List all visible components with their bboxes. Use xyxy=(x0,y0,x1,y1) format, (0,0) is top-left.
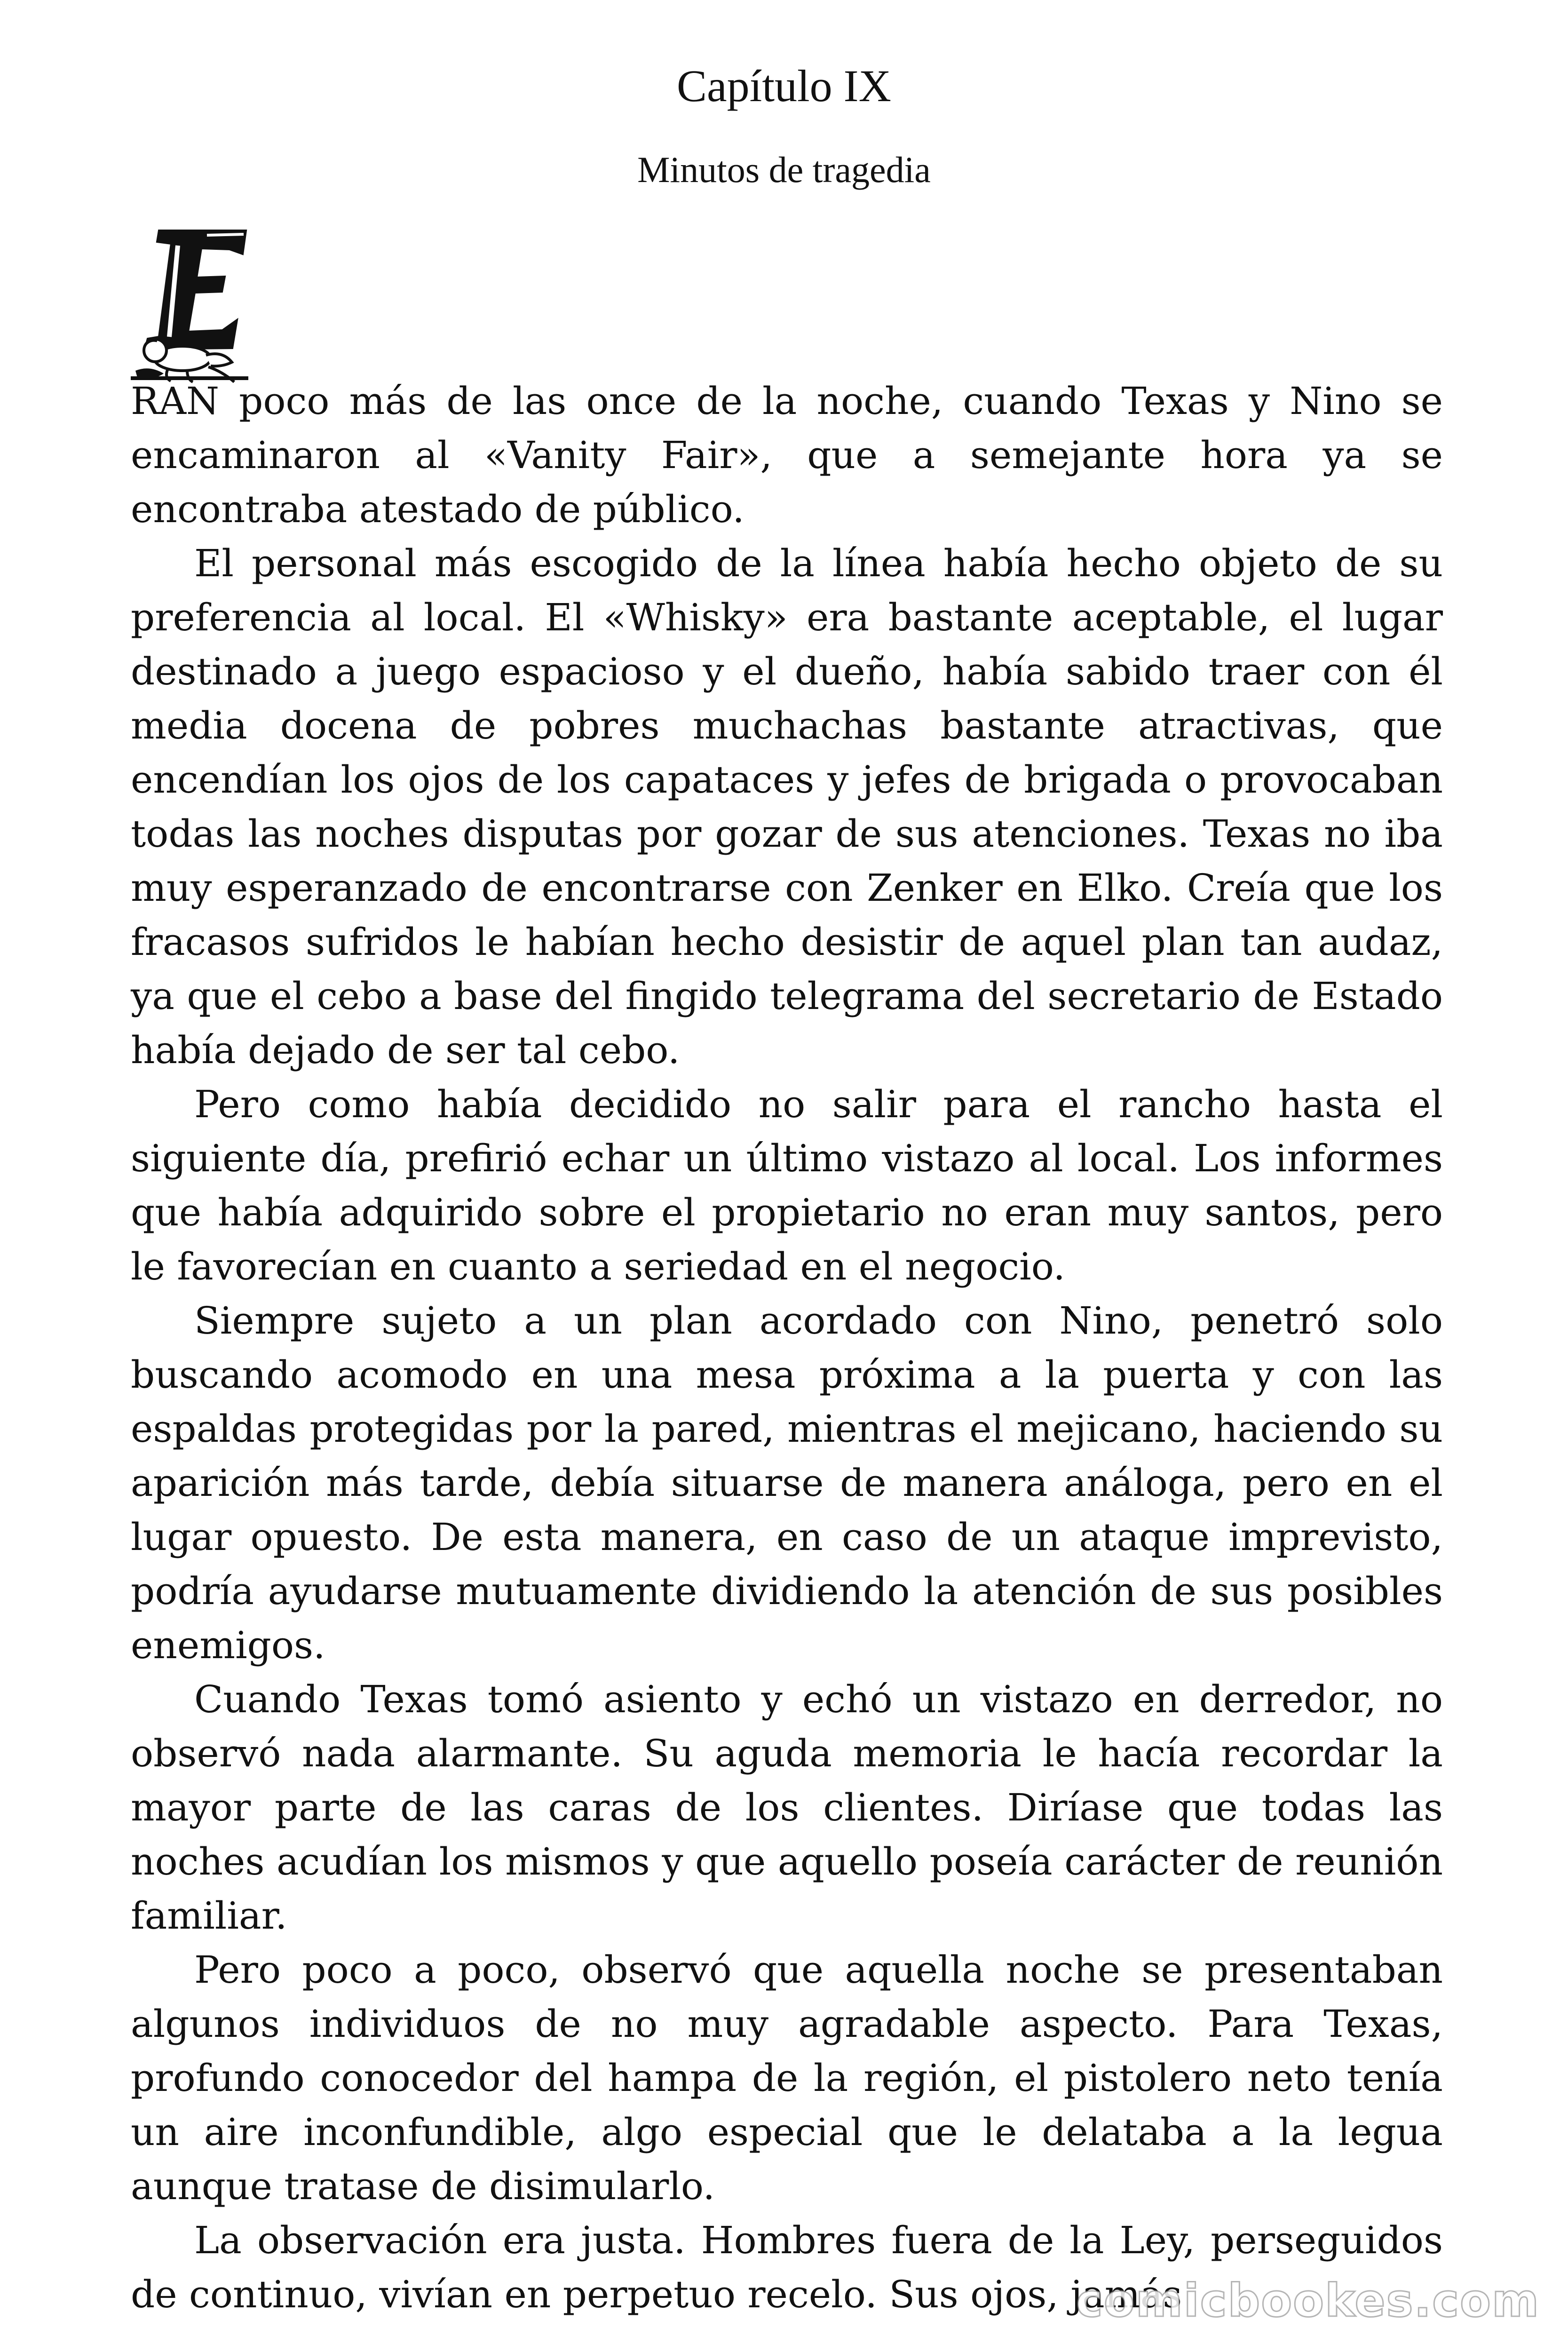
drop-cap-e-illustration-icon xyxy=(126,221,267,383)
paragraph-1: RAN poco más de las once de la noche, cuando Texas y Nino se encaminaron al «Vanity Fair», que a semejante hora ya se encontraba atestado de público. xyxy=(131,379,1443,531)
paragraph-3: Pero como había decidido no salir para el rancho hasta el siguiente día, prefirió echar un último vistazo al local. Los informes que había adquirido sobre el propietario no eran muy santos, pero le favorecían en cuanto a seriedad en el negocio. xyxy=(131,1082,1443,1288)
chapter-subtitle: Minutos de tragedia xyxy=(637,149,931,190)
chapter-body xyxy=(131,374,1443,2321)
paragraph-7: La observación era justa. Hombres fuera de la Ley, perseguidos de continuo, vivían en perpetuo recelo. Sus ojos, jamás xyxy=(131,2218,1443,2316)
paragraph-5: Cuando Texas tomó asiento y echó un vistazo en derredor, no observó nada alarmante. Su aguda memoria le hacía recordar la mayor parte de las caras de los clientes. Diríase que todas las noches acudían los mismos y que aquello poseía carácter de reunión familiar. xyxy=(131,1677,1443,1938)
paragraph-4: Siempre sujeto a un plan acordado con Nino, penetró solo buscando acomodo en una mesa próxima a la puerta y con las espaldas protegidas por la pared, mientras el mejicano, haciendo su aparición más tarde, debía situarse de manera análoga, pero en el lugar opuesto. De esta manera, en caso de un ataque imprevisto, podría ayudarse mutuamente dividiendo la atención de sus posibles enemigos. xyxy=(131,1299,1443,1667)
paragraph-6: Pero poco a poco, observó que aquella noche se presentaban algunos individuos de no muy agradable aspecto. Para Texas, profundo conocedor del hampa de la región, el pistolero neto tenía un aire inconfundible, algo especial que le delataba a la legua aunque tratase de disimularlo. xyxy=(131,1948,1443,2208)
paragraph-2: El personal más escogido de la línea había hecho objeto de su preferencia al local. El «Whisky» era bastante aceptable, el lugar destinado a juego espacioso y el dueño, había sabido traer con él media docena de pobres muchachas bastante atractivas, que encendían los ojos de los capataces y jefes de brigada o provocaban todas las noches disputas por gozar de sus atenciones. Texas no iba muy esperanzado de encontrarse con Zenker en Elko. Creía que los fracasos sufridos le habían hecho desistir de aquel plan tan audaz, ya que el cebo a base del fingido telegrama del secretario de Estado había dejado de ser tal cebo. xyxy=(131,541,1443,1072)
site-watermark: comicbookes.com xyxy=(1076,2274,1540,2327)
chapter-title: Capítulo IX xyxy=(677,61,891,111)
